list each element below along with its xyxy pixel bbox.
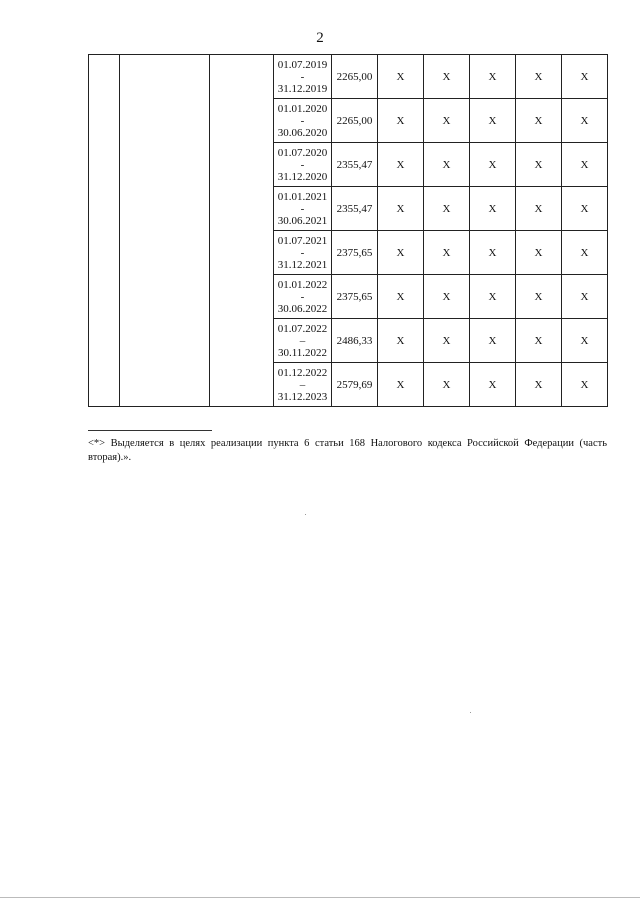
price-cell: 2265,00 [332, 55, 378, 99]
mark-cell: X [378, 363, 424, 407]
mark-cell: X [378, 55, 424, 99]
mark-cell: X [516, 275, 562, 319]
price-cell: 2265,00 [332, 99, 378, 143]
mark-cell: X [516, 99, 562, 143]
period-separator: - [300, 202, 305, 215]
mark-cell: X [516, 319, 562, 363]
period-cell [274, 231, 332, 275]
footnote-text: <*> Выделяется в целях реализации пункта 6 статьи 168 Налогового кодекса Российской Федерации (часть вторая).». [88, 438, 607, 463]
mark-cell: X [516, 143, 562, 187]
mark-cell: X [378, 231, 424, 275]
scan-speck [470, 712, 471, 713]
mark-cell: X [562, 231, 608, 275]
period-start: 01.01.2021 [277, 190, 328, 203]
mark-cell: X [424, 99, 470, 143]
period-separator: – [299, 378, 306, 391]
mark-cell: X [378, 143, 424, 187]
footnote-divider [88, 430, 212, 431]
period-start: 01.07.2019 [277, 58, 328, 71]
price-cell: 2355,47 [332, 143, 378, 187]
mark-cell: X [424, 275, 470, 319]
period-separator: - [300, 158, 305, 171]
mark-cell: X [470, 231, 516, 275]
mark-cell: X [562, 319, 608, 363]
tariff-table [88, 54, 608, 407]
scan-bottom-edge [0, 897, 640, 898]
period-start: 01.01.2020 [277, 102, 328, 115]
mark-cell: X [378, 319, 424, 363]
mark-cell: X [424, 231, 470, 275]
mark-cell: X [470, 143, 516, 187]
period-cell [274, 319, 332, 363]
merged-empty-cell-1 [89, 55, 120, 407]
mark-cell: X [378, 99, 424, 143]
period-separator: - [300, 70, 305, 83]
period-start: 01.07.2020 [277, 146, 328, 159]
mark-cell: X [378, 187, 424, 231]
period-start: 01.01.2022 [277, 278, 328, 291]
mark-cell: X [562, 363, 608, 407]
price-cell: 2375,65 [332, 275, 378, 319]
mark-cell: X [470, 55, 516, 99]
mark-cell: X [424, 187, 470, 231]
mark-cell: X [516, 363, 562, 407]
page-number: 2 [316, 30, 324, 46]
mark-cell: X [470, 275, 516, 319]
period-end: 31.12.2019 [277, 82, 328, 95]
tariff-table-body [89, 55, 608, 407]
mark-cell: X [470, 99, 516, 143]
period-cell [274, 143, 332, 187]
period-start: 01.07.2021 [277, 234, 328, 247]
mark-cell: X [562, 187, 608, 231]
period-separator: – [299, 334, 306, 347]
period-end: 31.12.2020 [277, 170, 328, 183]
price-cell: 2486,33 [332, 319, 378, 363]
period-end: 30.06.2021 [277, 214, 328, 227]
period-end: 30.06.2022 [277, 302, 328, 315]
mark-cell: X [562, 55, 608, 99]
mark-cell: X [470, 187, 516, 231]
period-separator: - [300, 246, 305, 259]
mark-cell: X [424, 319, 470, 363]
period-separator: - [300, 290, 305, 303]
period-cell [274, 275, 332, 319]
period-cell [274, 99, 332, 143]
mark-cell: X [516, 55, 562, 99]
merged-empty-cell-2 [120, 55, 210, 407]
mark-cell: X [470, 319, 516, 363]
period-separator: - [300, 114, 305, 127]
mark-cell: X [562, 99, 608, 143]
mark-cell: X [424, 55, 470, 99]
period-cell [274, 55, 332, 99]
period-end: 31.12.2021 [277, 258, 328, 271]
mark-cell: X [470, 363, 516, 407]
merged-empty-cell-3 [210, 55, 274, 407]
period-cell [274, 187, 332, 231]
mark-cell: X [424, 143, 470, 187]
period-cell [274, 363, 332, 407]
period-end: 30.11.2022 [277, 346, 328, 359]
price-cell: 2579,69 [332, 363, 378, 407]
period-end: 30.06.2020 [277, 126, 328, 139]
mark-cell: X [516, 187, 562, 231]
price-cell: 2375,65 [332, 231, 378, 275]
period-start: 01.07.2022 [277, 322, 328, 335]
table-row [89, 55, 608, 99]
mark-cell: X [516, 231, 562, 275]
mark-cell: X [562, 143, 608, 187]
period-end: 31.12.2023 [277, 390, 328, 403]
mark-cell: X [562, 275, 608, 319]
mark-cell: X [424, 363, 470, 407]
price-cell: 2355,47 [332, 187, 378, 231]
mark-cell: X [378, 275, 424, 319]
scan-speck [305, 514, 306, 515]
period-start: 01.12.2022 [277, 366, 328, 379]
